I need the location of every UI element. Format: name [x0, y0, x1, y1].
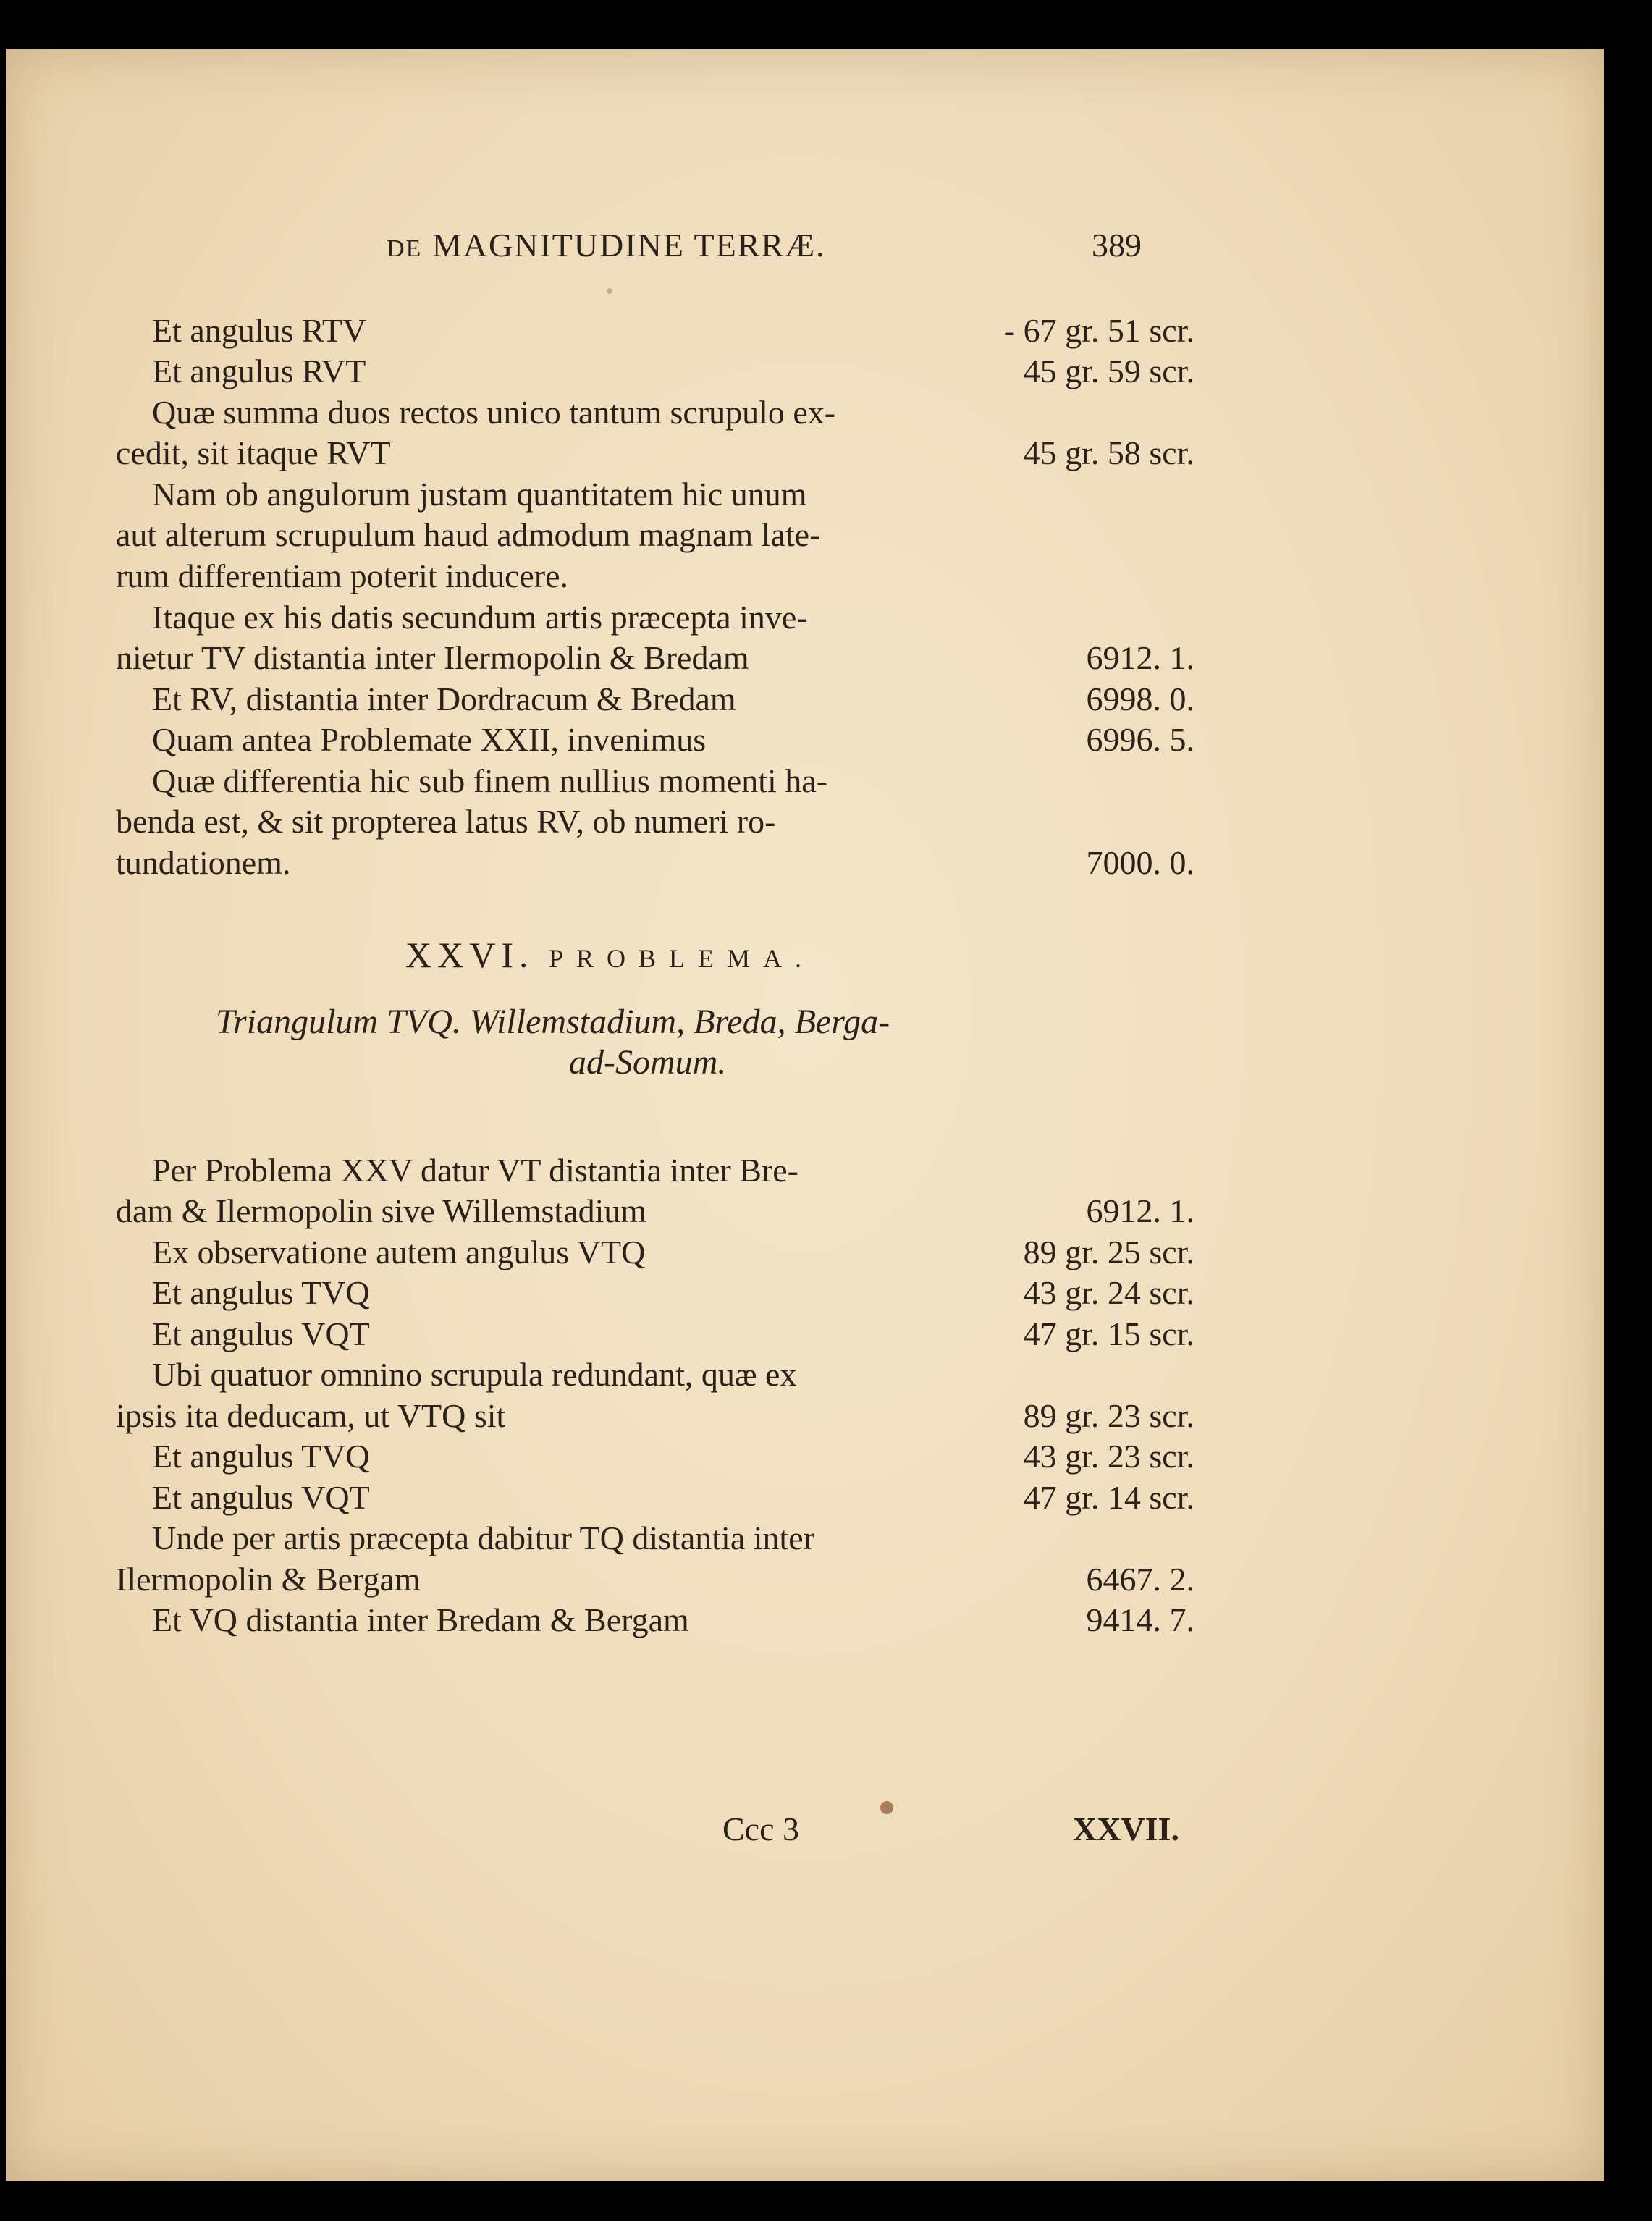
text-line: ipsis ita deducam, ut VTQ sit	[116, 1397, 506, 1434]
text-line: Et VQ distantia inter Bredam & Bergam	[152, 1601, 689, 1638]
running-head: DE MAGNITUDINE TERRÆ.	[387, 227, 826, 264]
text-line: Quæ differentia hic sub finem nullius momenti ha-	[152, 762, 828, 799]
text-line: rum differentiam poterit inducere.	[116, 557, 569, 594]
text-line: Et angulus TVQ	[152, 1274, 370, 1311]
text-line: Itaque ex his datis secundum artis præcepta inve-	[152, 599, 808, 636]
text-line: Et angulus VQT	[152, 1479, 370, 1516]
text-line: Et angulus RTV	[152, 312, 367, 349]
text-line: Ex observatione autem angulus VTQ	[152, 1234, 646, 1270]
value-line: 45 gr. 58 scr.	[1023, 434, 1194, 471]
value-line: 6467. 2.	[1086, 1561, 1194, 1598]
text-line: nietur TV distantia inter Ilermopolin & Bredam	[116, 639, 749, 676]
problem-title-continued: ad-Somum.	[569, 1043, 727, 1082]
page-number: 389	[1092, 227, 1142, 264]
problem-heading: XXVI. PROBLEMA.	[405, 935, 815, 975]
text-line: Nam ob angulorum justam quantitatem hic unum	[152, 476, 807, 513]
signature-mark: Ccc 3	[722, 1811, 800, 1847]
text-line: Et RV, distantia inter Dordracum & Bredam	[152, 680, 736, 717]
value-line: 6912. 1.	[1086, 639, 1194, 676]
value-line: 89 gr. 25 scr.	[1023, 1234, 1194, 1270]
value-line: 47 gr. 14 scr.	[1023, 1479, 1194, 1516]
value-line: 6912. 1.	[1086, 1192, 1194, 1229]
text-line: aut alterum scrupulum haud admodum magnam late-	[116, 516, 821, 553]
text-line: benda est, & sit propterea latus RV, ob numeri ro-	[116, 803, 776, 840]
text-line: Et angulus TVQ	[152, 1438, 370, 1475]
value-line: 45 gr. 59 scr.	[1023, 353, 1194, 389]
value-line: 43 gr. 24 scr.	[1023, 1274, 1194, 1311]
value-line: 9414. 7.	[1086, 1601, 1194, 1638]
text-line: dam & Ilermopolin sive Willemstadium	[116, 1192, 647, 1229]
text-line: Ilermopolin & Bergam	[116, 1561, 421, 1598]
catchword: XXVII.	[1073, 1811, 1179, 1847]
text-line: Et angulus VQT	[152, 1315, 370, 1352]
value-line: 47 gr. 15 scr.	[1023, 1315, 1194, 1352]
book-page	[6, 49, 1604, 2181]
value-line: - 67 gr. 51 scr.	[1003, 312, 1194, 349]
problem-title: Triangulum TVQ. Willemstadium, Breda, Berga-	[216, 1003, 890, 1041]
text-line: Ubi quatuor omnino scrupula redundant, quæ ex	[152, 1356, 797, 1393]
text-line: tundationem.	[116, 844, 291, 881]
text-line: Et angulus RVT	[152, 353, 366, 389]
text-line: cedit, sit itaque RVT	[116, 434, 391, 471]
text-line: Unde per artis præcepta dabitur TQ distantia inter	[152, 1520, 815, 1556]
value-line: 6996. 5.	[1086, 721, 1194, 758]
text-line: Quæ summa duos rectos unico tantum scrupulo ex-	[152, 394, 836, 431]
value-line: 7000. 0.	[1086, 844, 1194, 881]
text-line: Per Problema XXV datur VT distantia inter Bre-	[152, 1152, 799, 1189]
text-line: Quam antea Problemate XXII, invenimus	[152, 721, 707, 758]
value-line: 6998. 0.	[1086, 680, 1194, 717]
ink-stain	[607, 288, 612, 294]
ink-stain	[880, 1801, 893, 1814]
value-line: 43 gr. 23 scr.	[1023, 1438, 1194, 1475]
value-line: 89 gr. 23 scr.	[1023, 1397, 1194, 1434]
